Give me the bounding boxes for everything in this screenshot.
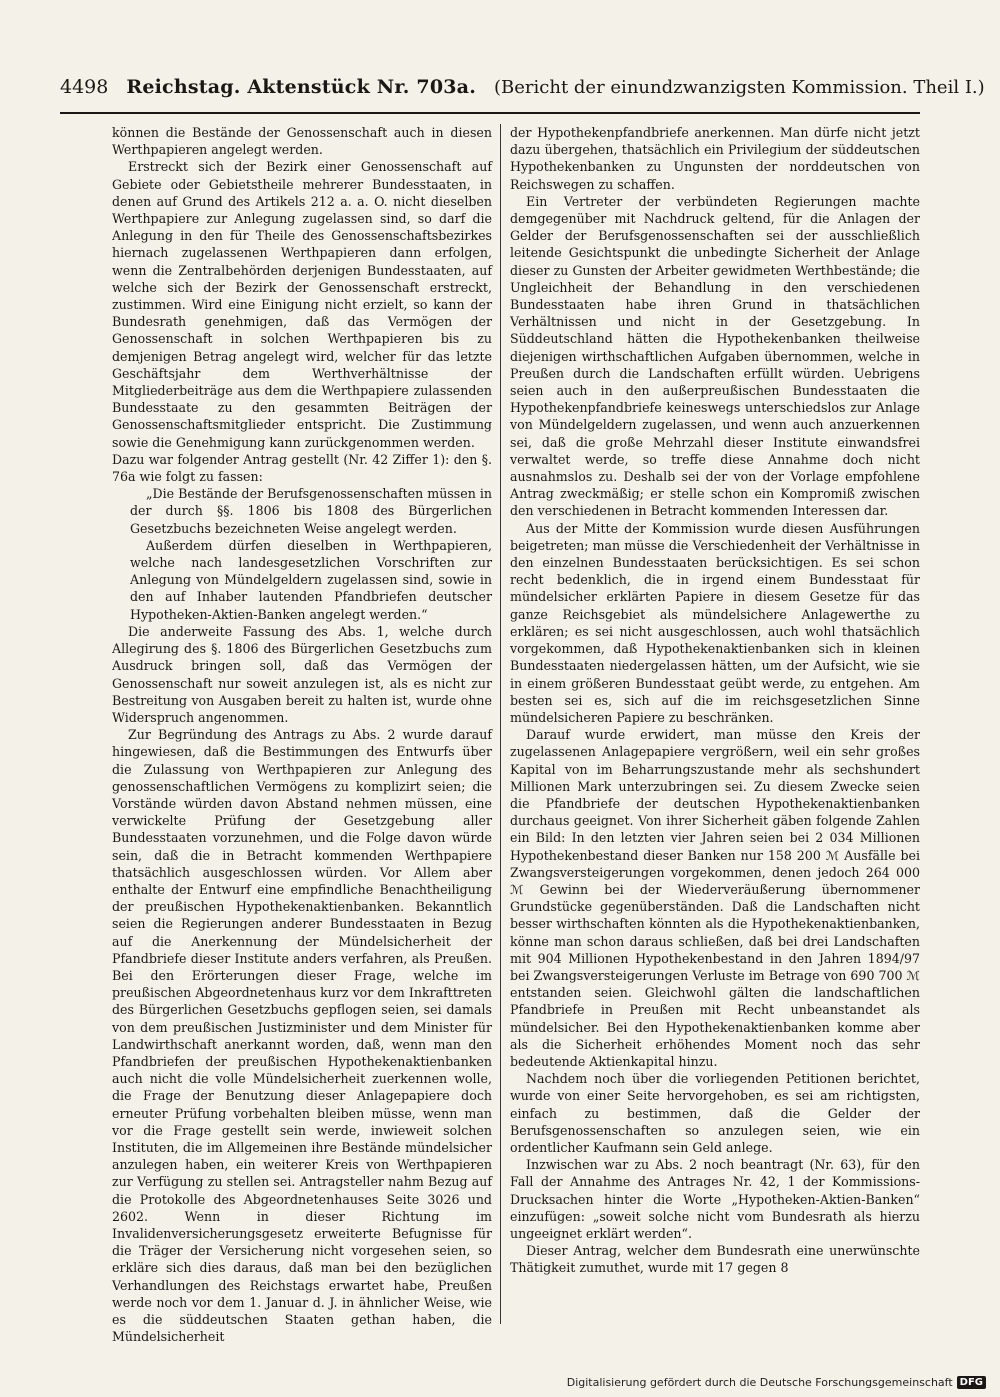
credit-text: Digitalisierung gefördert durch die Deutsche Forschungsgemeinschaft bbox=[566, 1376, 953, 1389]
header-rule bbox=[60, 112, 920, 114]
digitization-credit bbox=[567, 1376, 986, 1389]
paragraph: Nachdem noch über die vorliegenden Petitionen berichtet, wurde von einer Seite hervorgehoben, es sei am richtigsten, einfach zu bestimmen, daß die Gelder der Berufsgenossenschaften so anzulegen seien, wie ein ordentlicher Kaufmann sein Geld anlege. bbox=[510, 1071, 920, 1155]
quoted-paragraph: „Die Bestände der Berufsgenossenschaften müssen in der durch §§. 1806 bis 1808 des Bürgerlichen Gesetzbuchs bezeichneten Weise angelegt werden. bbox=[130, 486, 492, 536]
quoted-paragraph: Außerdem dürfen dieselben in Werthpapieren, welche nach landesgesetzlichen Vorschriften zur Anlegung von Mündelgeldern zugelassen sind, sowie in den auf Inhaber lautenden Pfandbriefen deutscher Hypotheken-Aktien-Banken angelegt werden.“ bbox=[130, 537, 492, 622]
right-column bbox=[510, 124, 920, 1334]
paragraph: Erstreckt sich der Bezirk einer Genossenschaft auf Gebiete oder Gebietstheile mehrerer Bundesstaaten, in denen auf Grund des Artikels 212 a. a. O. nicht dieselben Werthpapiere zur Anlegung zugelassen sind, so darf die Anlegung in den für Theile des Genossenschaftsbezirkes hiernach zugelassenen Werthpapieren dann erfolgen, wenn die Zentralbehörden derjenigen Bundesstaaten, auf welche sich der Bezirk der Genossenschaft erstreckt, zustimmen. Wird eine Einigung nicht erzielt, so kann der Bundesrath genehmigen, daß das Vermögen der Genossenschaft in solchen Werthpapieren bis zu demjenigen Betrag angelegt wird, welcher für das letzte Geschäftsjahr dem Werthverhältnisse der Mitgliederbeiträge aus dem die Werthpapiere zulassenden Bundesstaate zu den gesammten Beiträgen der Genossenschaftsmitglieder entspricht. Die Zustimmung sowie die Genehmigung kann zurückgenommen werden. bbox=[112, 159, 492, 450]
page-number: 4498 bbox=[60, 76, 109, 98]
paragraph: Dazu war folgender Antrag gestellt (Nr. 42 Ziffer 1): den §. 76a wie folgt zu fassen: bbox=[112, 451, 492, 485]
paragraph: Dieser Antrag, welcher dem Bundesrath eine unerwünschte Thätigkeit zumuthet, wurde mit 17 gegen 8 bbox=[510, 1243, 920, 1276]
dfg-logo-icon: DFG bbox=[957, 1376, 986, 1389]
paragraph: Ein Vertreter der verbündeten Regierungen machte demgegenüber mit Nachdruck geltend, für die Anlagen der Gelder der Berufsgenossenschaften sei der ausschließlich leitende Gesichtspunkt die unbedingte Sicherheit der Anlage dieser zu Gunsten der Arbeiter gewidmeten Werthbestände; die Ungleichheit der Behandlung in den verschiedenen Bundesstaaten habe ihren Grund in thatsächlichen Verhältnissen und nicht in der Gesetzgebung. In Süddeutschland hätten die Hypothekenbanken theilweise diejenigen wirthschaftlichen Aufgaben übernommen, welche in Preußen durch die Landschaften erfüllt würden. Uebrigens seien auch in den außerpreußischen Bundesstaaten die Hypothekenpfandbriefe keineswegs unterschiedslos zur Anlage von Mündelgeldern zugelassen, und wenn auch anzuerkennen sei, daß die große Mehrzahl dieser Institute einwandsfrei verwaltet werde, so treffe diese Annahme doch nicht ausnahmslos zu. Deshalb sei der von der Vorlage empfohlene Antrag zweckmäßig; er stelle schon ein Kompromiß zwischen den verschiedenen in Betracht kommenden Interessen dar. bbox=[510, 193, 920, 519]
paragraph: Darauf wurde erwidert, man müsse den Kreis der zugelassenen Anlagepapiere vergrößern, weil ein sehr großes Kapital von im Beharrungszustande mehr als sechshundert Millionen Mark unterzubringen sei. Zu diesem Zwecke seien die Pfandbriefe der deutschen Hypothekenaktienbanken durchaus geeignet. Von ihrer Sicherheit gäben folgende Zahlen ein Bild: In den letzten vier Jahren seien bei 2 034 Millionen Hypothekenbestand dieser Banken nur 158 200 ℳ Ausfälle bei Zwangsversteigerungen vorgekommen, denen jedoch 264 000 ℳ Gewinn bei der Wiederveräußerung übernommener Grundstücke gegenüberständen. Daß die Landschaften nicht besser wirthschaften könnten als die Hypothekenaktienbanken, könne man schon daraus schließen, daß bei drei Landschaften mit 904 Millionen Hypothekenbestand in den Jahren 1894/97 bei Zwangsversteigerungen Verluste im Betrage von 690 700 ℳ entstanden seien. Gleichwohl gälten die landschaftlichen Pfandbriefe in Preußen mit Recht unbeanstandet als mündelsicher. Bei den Hypothekenaktienbanken komme aber als die Sicherheit erhöhendes Moment noch das sehr bedeutende Aktienkapital hinzu. bbox=[510, 727, 920, 1069]
paragraph: können die Bestände der Genossenschaft auch in diesen Werthpapieren angelegt werden. bbox=[112, 125, 492, 158]
paragraph: Zur Begründung des Antrags zu Abs. 2 wurde darauf hingewiesen, daß die Bestimmungen des Entwurfs über die Zulassung von Werthpapieren zur Anlegung des genossenschaftlichen Vermögens zu komplizirt seien; die Vorstände würden davon Abstand nehmen müssen, eine verwickelte Prüfung der Gesetzgebung aller Bundesstaaten vorzunehmen, und die Folge davon würde sein, daß die in Betracht kommenden Werthpapiere thatsächlich ausgeschlossen würden. Vor Allem aber enthalte der Entwurf eine empfindliche Benachtheiligung der preußischen Hypothekenaktienbanken. Bekanntlich seien die Regierungen anderer Bundesstaaten in Bezug auf die Anerkennung der Mündelsicherheit der Pfandbriefe dieser Institute anders verfahren, als Preußen. Bei den Erörterungen dieser Frage, welche im preußischen Abgeordnetenhaus kurz vor dem Inkrafttreten des Bürgerlichen Gesetzbuchs gepflogen seien, sei damals von dem preußischen Justizminister und dem Minister für Landwirthschaft anerkannt worden, daß, wenn man den Pfandbriefen der preußischen Hypothekenaktienbanken auch nicht die volle Mündelsicherheit zuerkennen wolle, die Frage der Benutzung dieser Anlagepapiere doch erneuter Prüfung vorbehalten bleiben müsse, wenn man vor die Frage gestellt sein werde, inwieweit solchen Instituten, die im Allgemeinen ihre Bestände mündelsicher anzulegen haben, ein weiterer Kreis von Werthpapieren zur Verfügung zu stellen sei. Antragsteller nahm Bezug auf die Protokolle des Abgeordnetenhauses Seite 3026 und 2602. Wenn in dieser Richtung im Invalidenversicherungsgesetz erweiterte Befugnisse für die Träger der Versicherung nicht vorgesehen seien, so erkläre sich dies daraus, daß man bei den bezüglichen Verhandlungen des Reichstags erwartet habe, Preußen werde noch vor dem 1. Januar d. J. in ähnlicher Weise, wie es die süddeutschen Staaten gethan haben, die Mündelsicherheit bbox=[112, 727, 492, 1345]
paragraph: der Hypothekenpfandbriefe anerkennen. Man dürfe nicht jetzt dazu übergehen, thatsächlich ein Privilegium der süddeutschen Hypothekenbanken zu Ungunsten der norddeutschen von Reichswegen zu schaffen. bbox=[510, 125, 920, 192]
page-header bbox=[60, 76, 985, 104]
paragraph: Die anderweite Fassung des Abs. 1, welche durch Allegirung des §. 1806 des Bürgerlichen Gesetzbuchs zum Ausdruck bringen soll, daß das Vermögen der Genossenschaft nur soweit anzulegen ist, als es nicht zur Bestreitung von Ausgaben bereit zu halten ist, wurde ohne Widerspruch angenommen. bbox=[112, 623, 492, 725]
paragraph: Aus der Mitte der Kommission wurde diesen Ausführungen beigetreten; man müsse die Verschiedenheit der Verhältnisse in den einzelnen Bundesstaaten berücksichtigen. Es sei schon recht bedenklich, die in irgend einem Bundesstaat für mündelsicher erklärten Papiere in diesem Gesetze für das ganze Reichsgebiet als mündelsichere Anlagewerthe zu erklären; es sei nicht ausgeschlossen, auch wohl thatsächlich vorgekommen, daß Hypothekenaktienbanken sich in kleinen Bundesstaaten niedergelassen hätten, um der Aufsicht, wie sie in einem größeren Bundesstaat geübt werde, zu entgehen. Am besten sei es, sich auf die im reichsgesetzlichen Sinne mündelsicheren Papiere zu beschränken. bbox=[510, 520, 920, 725]
left-column bbox=[112, 124, 492, 1345]
running-subtitle: (Bericht der einundzwanzigsten Kommission. Theil I.) bbox=[494, 77, 985, 98]
column-divider bbox=[500, 124, 501, 1324]
paragraph: Inzwischen war zu Abs. 2 noch beantragt (Nr. 63), für den Fall der Annahme des Antrages Nr. 42, 1 der Kommissions-Drucksachen hinter die Worte „Hypotheken-Aktien-Banken“ einzufügen: „soweit solche nicht vom Bundesrath als hierzu ungeeignet erklärt werden“. bbox=[510, 1157, 920, 1241]
running-title: Reichstag. Aktenstück Nr. 703a. bbox=[126, 76, 477, 98]
